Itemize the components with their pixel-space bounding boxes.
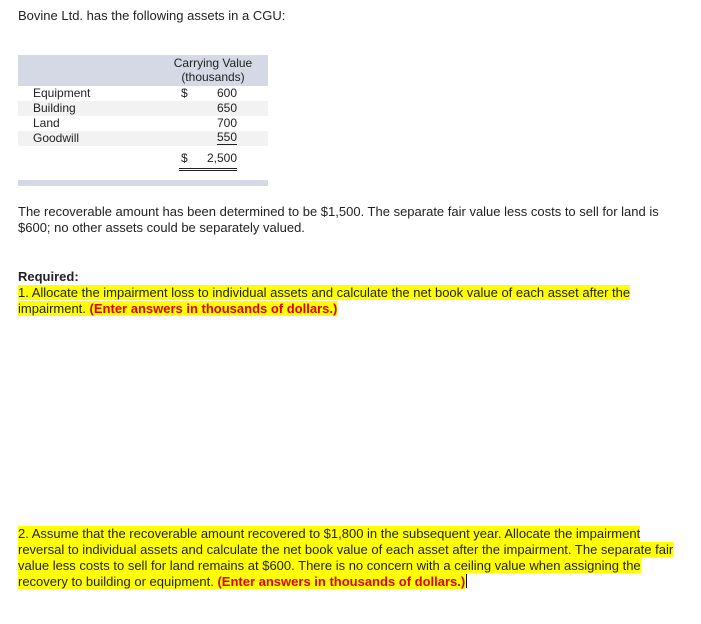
text-cursor [466,574,467,588]
table-header [18,55,268,86]
question-2-note: (Enter answers in thousands of dollars.) [217,574,466,589]
question-2-text: 2. Assume that the recoverable amount recovered to $1,800 in the subsequent year. Allocate the impairment reversal to individual assets and calculate the net book value of each asset after the impairment. The separate fair value less costs to sell for land remains at $600. There is no concern with a ceiling value when assigning the recovery to building or equipment. [18,526,674,589]
problem-paragraph: The recoverable amount has been determined to be $1,500. The separate fair value less costs to sell for land is $600; no other assets could be separately valued. [18,204,659,235]
intro-text: Bovine Ltd. has the following assets in a CGU: [18,8,286,23]
column-header-line2: (thousands) [181,70,245,84]
dollar-sign: $ [181,86,188,100]
table-row-equipment [18,86,268,101]
asset-amount: 600 [216,86,237,100]
column-header-carrying-value [158,56,268,84]
required-heading: Required: [18,269,79,284]
total-dollar-sign: $ [181,151,188,165]
table-row-goodwill [18,131,268,146]
table-footer [18,180,268,186]
asset-name: Goodwill [33,131,80,145]
asset-name: Building [33,101,76,115]
asset-name: Equipment [33,86,91,100]
table-row-building [18,101,268,116]
table-total [179,150,237,171]
question-2-highlight [18,526,673,589]
asset-amount: 700 [216,116,237,130]
column-header-line1: Carrying Value [173,56,253,70]
asset-name: Land [33,116,60,130]
question-2[interactable] [18,526,683,590]
asset-table [18,55,268,186]
question-1-note: (Enter answers in thousands of dollars.) [89,301,338,316]
question-1-highlight [18,285,630,316]
question-1 [18,285,683,317]
asset-amount: 550 [216,130,237,144]
total-amount: 2,500 [206,151,237,165]
table-row-land [18,116,268,131]
asset-amount: 650 [216,101,237,115]
question-1-text: 1. Allocate the impairment loss to individual assets and calculate the net book value of each asset after the impairment. [18,285,631,316]
